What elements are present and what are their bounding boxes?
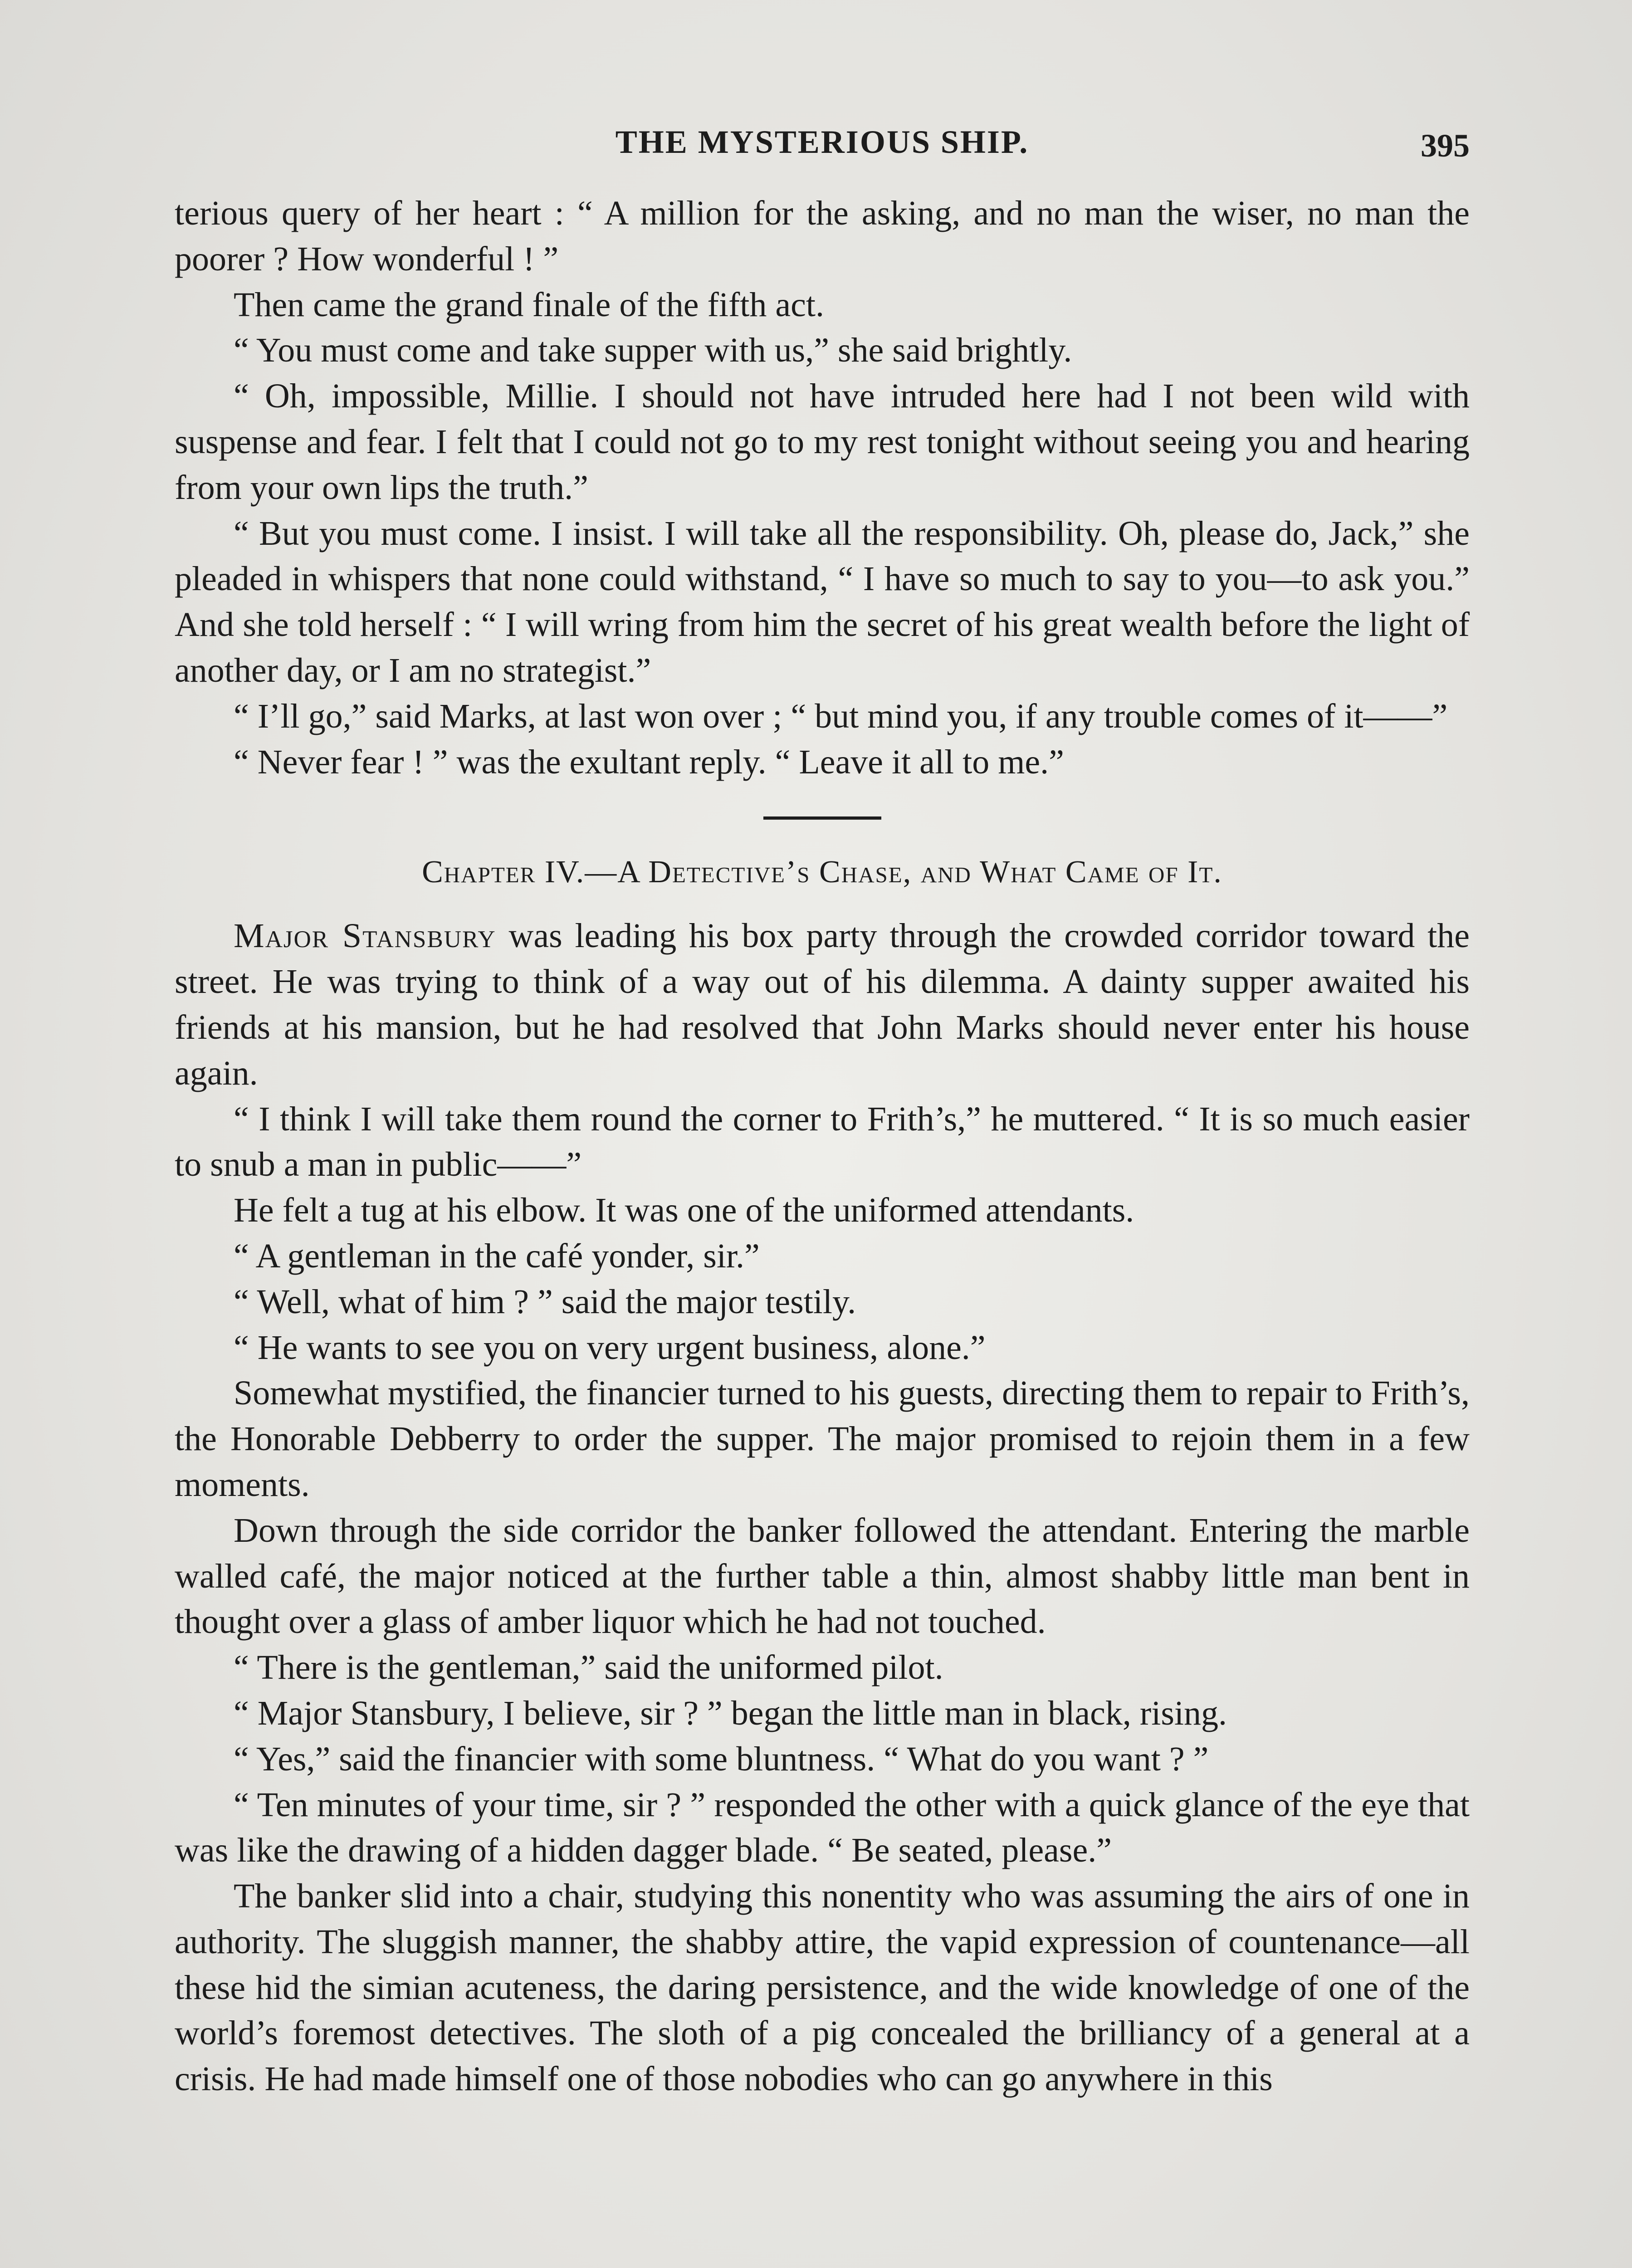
paragraph: “ Never fear ! ” was the exultant reply. “ Leave it all to me.” [234,743,1064,781]
paragraph: Down through the side corridor the banker followed the attendant. Entering the marble walled café, the major noticed at the further table a thin, almost shabby little man bent in thought over a glass of amber liquor which he had not touched. [175,1511,1470,1641]
paragraph: “ A gentleman in the café yonder, sir.” [234,1237,760,1275]
section-divider [763,816,881,820]
paragraph: “ Major Stansbury, I believe, sir ? ” began the little man in black, rising. [234,1694,1227,1732]
paragraph: “ I think I will take them round the corner to Frith’s,” he muttered. “ It is so much easier to snub a man in public——” [175,1100,1470,1184]
paragraph: “ There is the gentleman,” said the uniformed pilot. [234,1648,943,1687]
paragraph: “ Well, what of him ? ” said the major testily. [234,1282,856,1321]
paragraph: “ Oh, impossible, Millie. I should not have intruded here had I not been wild with suspense and fear. I felt that I could not go to my rest tonight without seeing you and hearing from your own lips the truth.” [175,377,1470,507]
chapter-heading: Chapter IV.—A Detective’s Chase, and What Came of It. [422,855,1222,890]
opening-text: was leading his box party through the crowded corridor toward the street. He was trying to think of a way out of his dilemma. A dainty supper awaited his friends at his mansion, but he had resolved that John Marks should never enter his house again. [175,917,1470,1092]
paragraph: “ Ten minutes of your time, sir ? ” responded the other with a quick glance of the eye that was like the drawing of a hidden dagger blade. “ Be seated, please.” [175,1785,1470,1870]
running-title: THE MYSTERIOUS SHIP. [615,124,1029,160]
paragraph: He felt a tug at his elbow. It was one of the uniformed attendants. [234,1191,1134,1230]
body-text [175,191,1470,2102]
chapter-opening-paragraph [175,913,1470,1096]
page-number: 395 [1421,127,1470,164]
paragraph: Then came the grand finale of the fifth act. [234,285,824,324]
paragraph: “ Yes,” said the financier with some bluntness. “ What do you want ? ” [234,1740,1209,1778]
paragraph: Somewhat mystified, the financier turned to his guests, directing them to repair to Frith’s, the Honorable Debberry to order the supper. The major promised to rejoin them in a few moments. [175,1374,1470,1504]
running-head [175,117,1470,167]
paragraph: “ But you must come. I insist. I will take all the responsibility. Oh, please do, Jack,” she pleaded in whispers that none could withstand, “ I have so much to say to you—to ask you.” And she told herself : “ I will wring from him the secret of his great wealth before the light of another day, or I am no strategist.” [175,514,1470,689]
paragraph: “ I’ll go,” said Marks, at last won over ; “ but mind you, if any trouble comes of it——” [234,697,1448,735]
opening-name: Major Stansbury [234,917,496,955]
paragraph: “ He wants to see you on very urgent business, alone.” [234,1328,986,1367]
paragraph: The banker slid into a chair, studying this nonentity who was assuming the airs of one in authority. The sluggish manner, the shabby attire, the vapid expression of countenance—all these hid the simian acuteness, the daring persistence, and the wide knowledge of one of the world’s foremost detectives. The sloth of a pig concealed the brilliancy of a general at a crisis. He had made himself one of those nobodies who can go anywhere in this [175,1877,1470,2098]
paragraph: terious query of her heart : “ A million for the asking, and no man the wiser, no man the poorer ? How wonderful ! ” [175,194,1470,278]
paragraph: “ You must come and take supper with us,” she said brightly. [234,331,1072,370]
